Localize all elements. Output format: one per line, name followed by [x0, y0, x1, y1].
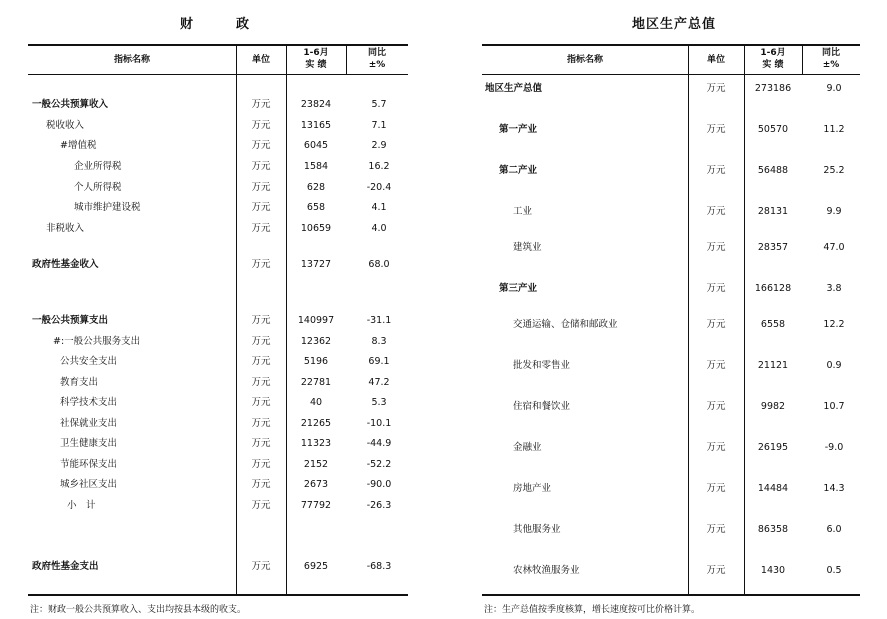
row-pct-change: 0.9	[826, 360, 842, 371]
row-name: 批发和零售业	[513, 360, 571, 371]
table-row	[28, 396, 408, 410]
table-row	[482, 164, 860, 178]
row-value: 2673	[303, 479, 329, 490]
row-unit: 万元	[706, 83, 726, 94]
row-value: 6558	[760, 319, 786, 330]
row-unit: 万元	[706, 242, 726, 253]
row-unit: 万元	[706, 124, 726, 135]
row-name: 第一产业	[499, 124, 538, 135]
header-pct-line1: 同比	[821, 48, 840, 58]
row-unit: 万元	[251, 356, 271, 367]
table-row	[482, 441, 860, 455]
row-unit: 万元	[706, 360, 726, 371]
row-name: 个人所得税	[74, 182, 122, 193]
row-value: 21265	[300, 418, 332, 429]
left-footnote: 注：财政一般公共预算收入、支出均按县本级的收支。	[30, 605, 247, 615]
row-pct-change: 0.5	[826, 565, 842, 576]
row-pct-change: 12.2	[823, 319, 845, 330]
row-pct-change: 6.0	[826, 524, 842, 535]
row-value: 26195	[757, 442, 789, 453]
row-value: 77792	[300, 500, 332, 511]
row-name: 教育支出	[60, 377, 99, 388]
row-value: 21121	[757, 360, 789, 371]
row-value: 6925	[303, 561, 329, 572]
row-pct-change: 69.1	[368, 356, 390, 367]
row-value: 10659	[300, 223, 332, 234]
row-pct-change: -90.0	[366, 479, 392, 490]
header-pct-line2: ±%	[368, 60, 386, 70]
table-row	[482, 482, 860, 496]
header-unit: 单位	[251, 55, 270, 65]
row-name: 城市维护建设税	[74, 202, 141, 213]
row-value: 2152	[303, 459, 329, 470]
row-unit: 万元	[251, 336, 271, 347]
row-name: #增值税	[60, 140, 97, 151]
finance-table	[28, 44, 408, 596]
row-pct-change: -52.2	[366, 459, 392, 470]
table-row	[28, 119, 408, 133]
row-pct-change: 7.1	[371, 120, 387, 131]
row-pct-change: 47.2	[368, 377, 390, 388]
table-row	[28, 376, 408, 390]
row-unit: 万元	[251, 120, 271, 131]
row-value: 28131	[757, 206, 789, 217]
row-unit: 万元	[251, 223, 271, 234]
header-value-line2: 实 绩	[305, 60, 327, 70]
table-row	[28, 478, 408, 492]
row-value: 658	[306, 202, 326, 213]
table-row	[482, 400, 860, 414]
row-name: 第二产业	[499, 165, 538, 176]
table-row	[482, 564, 860, 578]
row-name: 小 计	[67, 500, 96, 511]
row-value: 1584	[303, 161, 329, 172]
row-unit: 万元	[251, 315, 271, 326]
row-name: 城乡社区支出	[60, 479, 118, 490]
row-unit: 万元	[251, 182, 271, 193]
row-unit: 万元	[251, 418, 271, 429]
header-name: 指标名称	[113, 55, 150, 65]
table-row	[28, 139, 408, 153]
row-value: 14484	[757, 483, 789, 494]
row-value: 23824	[300, 99, 332, 110]
table-row	[28, 181, 408, 195]
table-row	[482, 359, 860, 373]
row-name: 房地产业	[513, 483, 552, 494]
row-value: 11323	[300, 438, 332, 449]
header-value-line2: 实 绩	[762, 60, 784, 70]
table-bottom-rule	[482, 594, 860, 596]
row-pct-change: -44.9	[366, 438, 392, 449]
row-pct-change: 10.7	[823, 401, 845, 412]
row-pct-change: 16.2	[368, 161, 390, 172]
table-row	[28, 335, 408, 349]
row-value: 22781	[300, 377, 332, 388]
table-row	[482, 123, 860, 137]
table-row	[28, 417, 408, 431]
row-name: 税收收入	[46, 120, 85, 131]
table-row	[482, 205, 860, 219]
row-name: 农林牧渔服务业	[513, 565, 580, 576]
row-value: 6045	[303, 140, 329, 151]
header-bottom-rule	[28, 74, 408, 75]
row-unit: 万元	[706, 442, 726, 453]
row-value: 28357	[757, 242, 789, 253]
row-value: 86358	[757, 524, 789, 535]
row-pct-change: 47.0	[823, 242, 845, 253]
row-pct-change: 68.0	[368, 259, 390, 270]
header-value-line1: 1-6月	[303, 48, 329, 58]
row-value: 40	[309, 397, 323, 408]
row-unit: 万元	[251, 500, 271, 511]
table-row	[28, 458, 408, 472]
row-pct-change: 9.0	[826, 83, 842, 94]
row-value: 13727	[300, 259, 332, 270]
row-pct-change: 9.9	[826, 206, 842, 217]
row-unit: 万元	[251, 479, 271, 490]
header-pct-line1: 同比	[367, 48, 386, 58]
header-top-rule	[482, 44, 860, 46]
row-pct-change: 5.7	[371, 99, 387, 110]
header-top-rule	[28, 44, 408, 46]
row-value: 140997	[297, 315, 335, 326]
table-row	[28, 437, 408, 451]
table-row	[28, 201, 408, 215]
row-pct-change: -26.3	[366, 500, 392, 511]
row-unit: 万元	[706, 565, 726, 576]
row-value: 5196	[303, 356, 329, 367]
row-name: 政府性基金收入	[32, 259, 99, 270]
row-pct-change: -20.4	[366, 182, 392, 193]
header-pct-line2: ±%	[822, 60, 840, 70]
row-name: 一般公共预算支出	[32, 315, 109, 326]
table-row	[482, 241, 860, 255]
row-unit: 万元	[706, 283, 726, 294]
table-row	[28, 499, 408, 513]
row-name: 科学技术支出	[60, 397, 118, 408]
row-pct-change: 2.9	[371, 140, 387, 151]
row-value: 50570	[757, 124, 789, 135]
row-value: 9982	[760, 401, 786, 412]
row-pct-change: 8.3	[371, 336, 387, 347]
row-name: 住宿和餐饮业	[513, 401, 571, 412]
row-value: 166128	[754, 283, 792, 294]
row-pct-change: 11.2	[823, 124, 845, 135]
row-unit: 万元	[251, 99, 271, 110]
row-unit: 万元	[251, 140, 271, 151]
row-name: 节能环保支出	[60, 459, 118, 470]
row-pct-change: 25.2	[823, 165, 845, 176]
row-name: 第三产业	[499, 283, 538, 294]
row-unit: 万元	[251, 459, 271, 470]
left-table-title: 财 政	[180, 17, 251, 32]
row-value: 628	[306, 182, 326, 193]
row-unit: 万元	[706, 319, 726, 330]
table-row	[28, 160, 408, 174]
row-name: 社保就业支出	[60, 418, 118, 429]
table-row	[28, 560, 408, 574]
row-name: 政府性基金支出	[32, 561, 99, 572]
table-row	[482, 282, 860, 296]
header-value-line1: 1-6月	[760, 48, 786, 58]
table-row	[28, 355, 408, 369]
row-unit: 万元	[706, 401, 726, 412]
column-divider	[346, 44, 347, 74]
column-divider	[802, 44, 803, 74]
table-row	[482, 523, 860, 537]
right-table-title: 地区生产总值	[632, 17, 717, 32]
row-pct-change: -10.1	[366, 418, 392, 429]
table-row	[28, 98, 408, 112]
row-unit: 万元	[706, 165, 726, 176]
row-value: 273186	[754, 83, 792, 94]
row-unit: 万元	[251, 377, 271, 388]
row-name: 地区生产总值	[485, 83, 543, 94]
table-row	[482, 318, 860, 332]
row-name: 公共安全支出	[60, 356, 118, 367]
row-value: 1430	[760, 565, 786, 576]
row-name: 卫生健康支出	[60, 438, 118, 449]
row-name: 其他服务业	[513, 524, 561, 535]
row-name: 建筑业	[513, 242, 542, 253]
row-value: 12362	[300, 336, 332, 347]
row-unit: 万元	[706, 483, 726, 494]
row-unit: 万元	[251, 438, 271, 449]
row-unit: 万元	[251, 202, 271, 213]
table-row	[28, 314, 408, 328]
row-name: 非税收入	[46, 223, 85, 234]
row-name: 工业	[513, 206, 533, 217]
header-bottom-rule	[482, 74, 860, 75]
row-pct-change: 3.8	[826, 283, 842, 294]
table-bottom-rule	[28, 594, 408, 596]
header-name: 指标名称	[566, 55, 603, 65]
row-pct-change: -31.1	[366, 315, 392, 326]
row-value: 56488	[757, 165, 789, 176]
row-pct-change: -68.3	[366, 561, 392, 572]
row-value: 13165	[300, 120, 332, 131]
right-footnote: 注：生产总值按季度核算，增长速度按可比价格计算。	[484, 605, 701, 615]
row-unit: 万元	[251, 397, 271, 408]
table-row	[482, 82, 860, 96]
row-unit: 万元	[251, 259, 271, 270]
row-pct-change: -9.0	[824, 442, 844, 453]
row-name: 交通运输、仓储和邮政业	[513, 319, 618, 330]
row-unit: 万元	[251, 161, 271, 172]
row-pct-change: 5.3	[371, 397, 387, 408]
header-unit: 单位	[706, 55, 725, 65]
row-unit: 万元	[251, 561, 271, 572]
table-row	[28, 222, 408, 236]
row-name: 企业所得税	[74, 161, 122, 172]
row-unit: 万元	[706, 206, 726, 217]
row-unit: 万元	[706, 524, 726, 535]
row-pct-change: 4.0	[371, 223, 387, 234]
row-name: 金融业	[513, 442, 542, 453]
row-pct-change: 14.3	[823, 483, 845, 494]
row-pct-change: 4.1	[371, 202, 387, 213]
gdp-table	[482, 44, 860, 596]
row-name: #:一般公共服务支出	[53, 336, 141, 347]
table-row	[28, 258, 408, 272]
row-name: 一般公共预算收入	[32, 99, 109, 110]
